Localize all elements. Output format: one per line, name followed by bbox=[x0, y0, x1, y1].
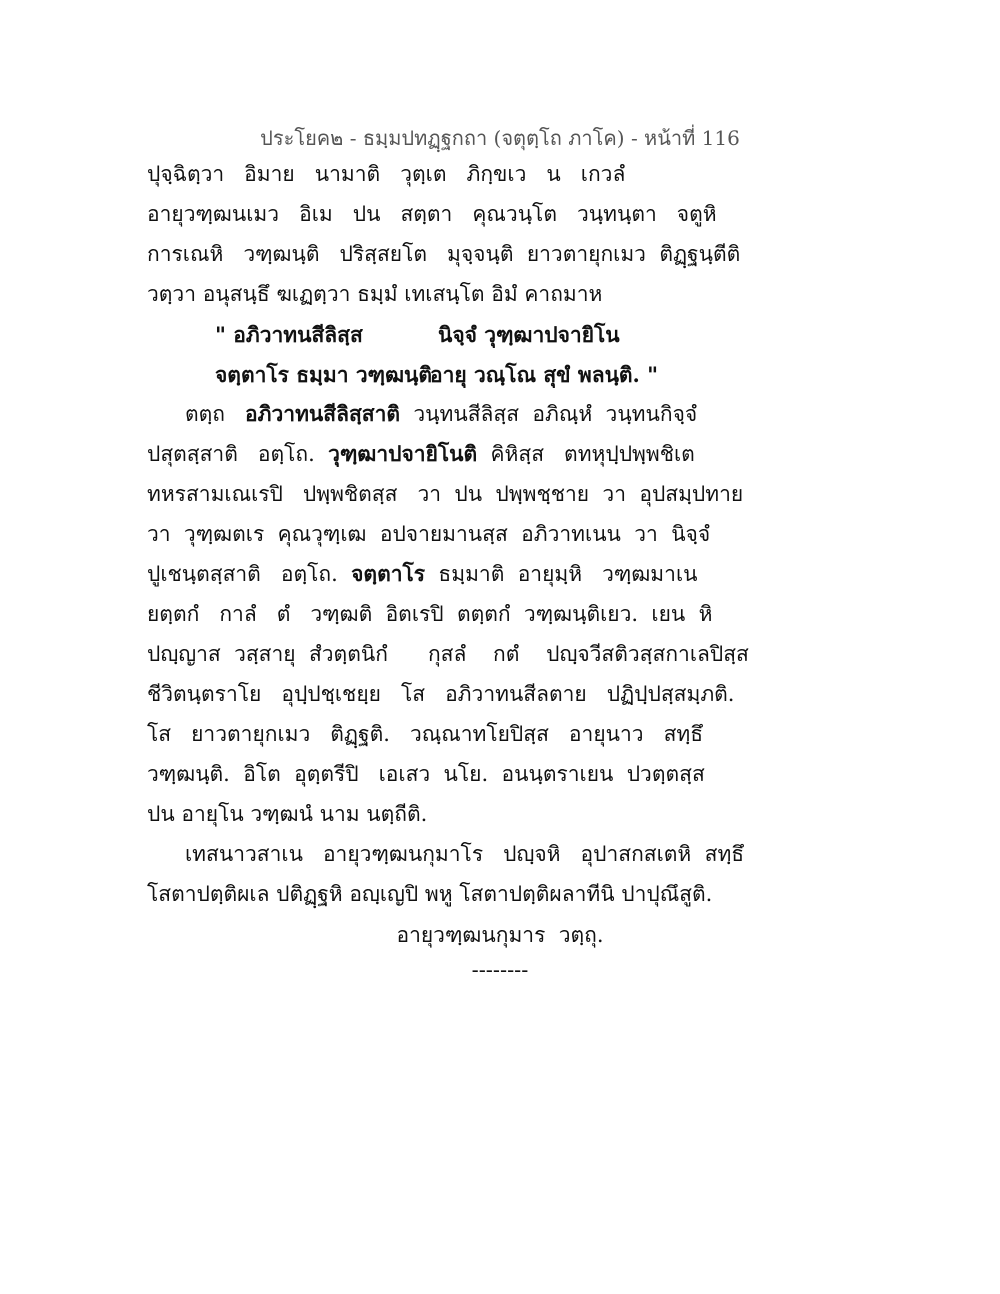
text-line: ปุจฺฉิตฺวา อิมาย นามาติ วุตฺเต ภิกฺขเว น เกวลํ bbox=[147, 162, 626, 186]
verse-line-1b: นิจฺจํ วุฑฺฒาปจายิโน bbox=[438, 322, 620, 347]
term-bold: จตฺตาโร bbox=[351, 561, 426, 586]
verse-line-1a: " อภิวาทนสีลิสฺส bbox=[215, 322, 363, 347]
verse-line-2a: จตฺตาโร ธมฺมา วฑฺฒนฺติ bbox=[215, 362, 433, 387]
text-line: วา วุฑฺฒตเร คุณวุฑฺเฒ อปจายมานสฺส อภิวาทเนน วา นิจฺจํ bbox=[147, 522, 711, 546]
page-header: ประโยค๒ - ธมฺมปทฏฺฐกถา (จตุตฺโถ ภาโค) - หน้าที่ 116 bbox=[260, 126, 740, 150]
term-bold: อภิวาทนสีลิสฺสาติ bbox=[245, 401, 401, 426]
text-span: ปูเชนฺตสฺสาติ อตฺโถ. bbox=[147, 562, 352, 586]
text-span: คิหิสฺส ตทหุปฺปพฺพชิเต bbox=[477, 442, 695, 466]
text-line: การเณหิ วฑฺฒนฺติ ปริสฺสยโต มุจฺจนฺติ ยาวตายุกเมว ติฏฺฐนฺตีติ bbox=[147, 242, 741, 266]
text-line: วตฺวา อนุสนฺธึ ฆเฏตฺวา ธมฺมํ เทเสนฺโต อิมํ คาถมาห bbox=[147, 282, 603, 306]
text-line bbox=[185, 399, 697, 429]
text-line: วฑฺฒนฺติ. อิโต อุตฺตรีปิ เอเสว นโย. อนนฺตราเยน ปวตฺตสฺส bbox=[147, 762, 705, 786]
text-line bbox=[147, 439, 695, 469]
separator: -------- bbox=[471, 958, 529, 982]
text-line: ปญฺญาส วสฺสายุ สํวตฺตนิกํ กุสลํ กตํ ปญฺจวีสติวสฺสกาเลปิสฺส bbox=[147, 642, 749, 666]
verse-line-2b: อายุ วณฺโณ สุขํ พลนฺติ. " bbox=[430, 362, 659, 387]
text-line bbox=[147, 559, 697, 589]
text-line: ชีวิตนฺตราโย อุปฺปชฺเชยฺย โส อภิวาทนสีลตาย ปฏิปฺปสฺสมฺภติ. bbox=[147, 682, 735, 706]
text-span: ปสุตสฺสาติ อตฺโถ. bbox=[147, 442, 329, 466]
text-span: ตตฺถ bbox=[185, 402, 246, 426]
text-line: โส ยาวตายุกเมว ติฏฺฐติ. วณฺณาทโยปิสฺส อายุนาว สทฺธึ bbox=[147, 722, 704, 746]
text-line: ทหรสามเณเรปิ ปพฺพชิตสฺส วา ปน ปพฺพชฺชาย วา อุปสมฺปทาย bbox=[147, 482, 744, 506]
text-line: เทสนาวสาเน อายุวฑฺฒนกุมาโร ปญฺจหิ อุปาสกสเตหิ สทฺธึ bbox=[185, 842, 745, 866]
text-line: อายุวฑฺฒนเมว อิเม ปน สตฺตา คุณวนฺโต วนฺทนฺตา จตูหิ bbox=[147, 202, 717, 226]
text-line: ปน อายุโน วฑฺฒนํ นาม นตฺถีติ. bbox=[147, 802, 428, 826]
text-span: วนฺทนสีลิสฺส อภิณฺหํ วนฺทนกิจฺจํ bbox=[400, 402, 698, 426]
text-line: ยตฺตกํ กาลํ ตํ วฑฺฒติ อิตเรปิ ตตฺตกํ วฑฺฒนฺติเยว. เยน หิ bbox=[147, 602, 713, 626]
text-line: โสตาปตฺติผเล ปติฏฺฐหิ อญฺเญปิ พหู โสตาปตฺติผลาทีนิ ปาปุณึสูติ. bbox=[147, 882, 713, 906]
term-bold: วุฑฺฒาปจายิโนติ bbox=[328, 441, 478, 466]
story-title: อายุวฑฺฒนกุมาร วตฺถุ. bbox=[396, 923, 604, 947]
text-span: ธมฺมาติ อายุมฺหิ วฑฺฒมาเน bbox=[425, 562, 698, 586]
